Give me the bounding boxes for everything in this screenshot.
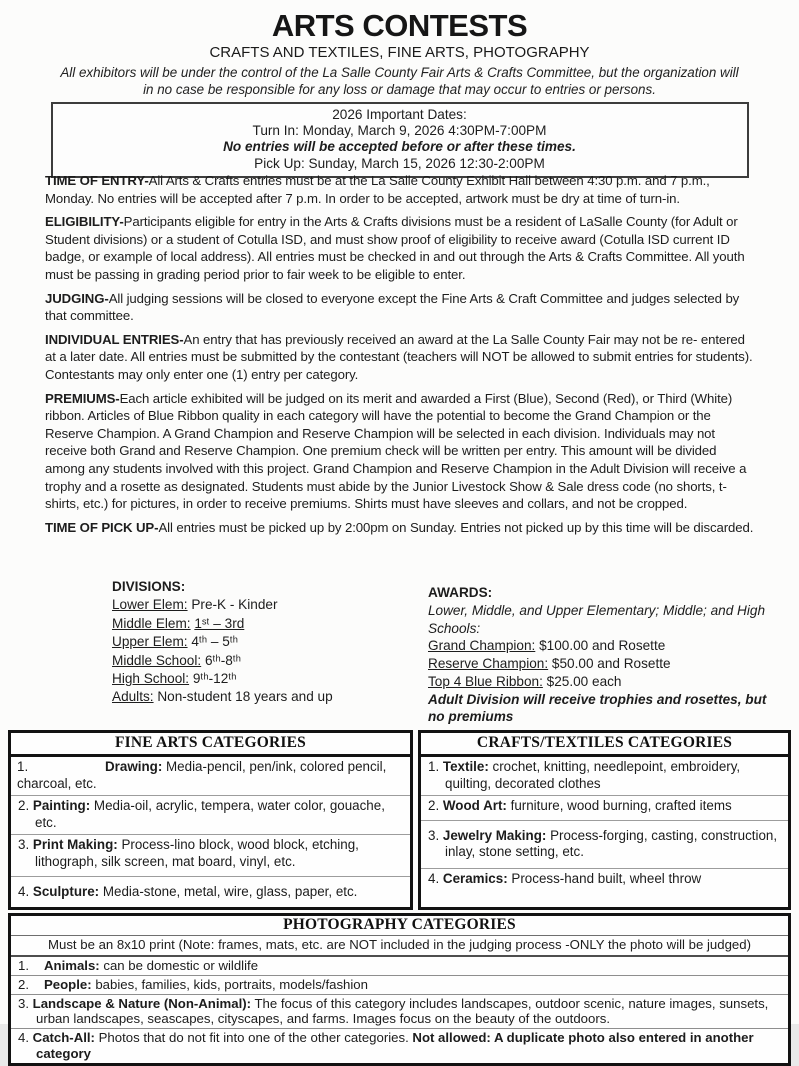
row-text: Photos that do not fit into one of the other categories. bbox=[98, 1030, 409, 1046]
division-value: 1ˢᵗ – 3rd bbox=[194, 615, 245, 631]
paragraph-text: All Arts & Crafts entries must be at the La Salle County Exhibit Hall between 4:30 p.m. and 7 p.m., Monday. No entries will be accepted after 7 p.m. In order to be accepted, artwork must be dry at time of turn-in. bbox=[45, 173, 710, 206]
division-label: Middle School: bbox=[112, 652, 202, 668]
paragraph-text: Participants eligible for entry in the Arts & Crafts divisions must be a resident of LaSalle County (for Adult or Student divisions) or a student of Cotulla ISD, and must show proof of eligibility to receive award (Cotulla ISD current ID badge, or example of local address). All entries must be checked in and out through the Arts & Crafts Committee. All youth must be passing in grading period prior to fair week to be eligible to enter. bbox=[45, 214, 745, 282]
row-label: Jewelry Making: bbox=[442, 827, 547, 843]
paragraph-judging bbox=[45, 290, 757, 325]
paragraph-text: An entry that has previously received an award at the La Salle County Fair may not be re- entered at a later date. All entries must be submitted by the contestant (teachers will NOT be allowed to submit entries for students). Contestants may only enter one (1) entry per category. bbox=[45, 331, 753, 382]
no-entries-warning: No entries will be accepted before or after these times. bbox=[223, 139, 576, 155]
row-label: Animals: bbox=[44, 957, 100, 973]
table-row bbox=[11, 975, 788, 994]
row-text: Process-lino block, wood block, etching, lithograph, silk screen, mat board, vinyl, etc. bbox=[35, 837, 359, 869]
fine-arts-table bbox=[8, 730, 413, 910]
row-text: crochet, knitting, needlepoint, embroidery, quilting, decorated clothes bbox=[445, 759, 741, 791]
category-tables bbox=[8, 730, 791, 1066]
table-row bbox=[11, 994, 788, 1028]
photography-table-header: PHOTOGRAPHY CATEGORIES bbox=[11, 916, 788, 936]
division-item bbox=[112, 633, 417, 651]
row-label: Textile: bbox=[442, 759, 489, 774]
row-label: Sculpture: bbox=[32, 883, 100, 899]
division-item bbox=[112, 670, 417, 688]
row-number: 3. bbox=[428, 827, 440, 843]
crafts-textiles-table bbox=[418, 730, 791, 910]
award-value: $50.00 and Rosette bbox=[551, 656, 671, 672]
important-dates-box bbox=[51, 102, 749, 178]
row-text: furniture, wood burning, crafted items bbox=[510, 798, 732, 814]
row-text: Process-forging, casting, construction, inlay, stone setting, etc. bbox=[445, 827, 778, 860]
rules-paragraphs bbox=[45, 172, 757, 574]
row-text: The focus of this category includes landscapes, outdoor scenic, nature images, sunsets, urban landscapes, seascapes, cityscapes, and farms. Images focus on the beauty of the outdoors. bbox=[36, 995, 769, 1027]
division-label: Lower Elem: bbox=[112, 597, 188, 613]
row-label: Painting: bbox=[32, 798, 91, 814]
award-label: Reserve Champion: bbox=[428, 656, 549, 672]
row-label: Wood Art: bbox=[442, 798, 507, 814]
award-item bbox=[428, 655, 773, 673]
division-label: High School: bbox=[112, 671, 190, 687]
row-number: 4. bbox=[18, 883, 30, 899]
row-text: Media-stone, metal, wire, glass, paper, etc. bbox=[102, 883, 358, 899]
table-row bbox=[11, 1028, 788, 1062]
division-item bbox=[112, 615, 417, 633]
division-label: Adults: bbox=[112, 689, 154, 705]
division-item bbox=[112, 596, 417, 614]
awards-section bbox=[428, 584, 773, 726]
row-label: Drawing: bbox=[105, 759, 163, 774]
awards-adult-note: Adult Division will receive trophies and rosettes, but no premiums bbox=[428, 691, 767, 725]
table-row bbox=[11, 834, 410, 875]
award-label: Top 4 Blue Ribbon: bbox=[428, 673, 543, 689]
row-text: babies, families, kids, portraits, models/fashion bbox=[95, 976, 368, 992]
fine-arts-table-header: FINE ARTS CATEGORIES bbox=[11, 733, 410, 757]
awards-intro: Lower, Middle, and Upper Elementary; Middle; and High Schools: bbox=[428, 602, 766, 636]
divisions-heading: DIVISIONS: bbox=[112, 579, 186, 594]
divisions-section bbox=[112, 578, 417, 707]
table-row bbox=[11, 757, 410, 795]
paragraph-time-of-entry bbox=[45, 172, 757, 207]
page-subtitle: CRAFTS AND TEXTILES, FINE ARTS, PHOTOGRAPHY bbox=[209, 44, 590, 61]
paragraph-text: All judging sessions will be closed to everyone except the Fine Arts & Craft Committee and judges selected by that committee. bbox=[45, 290, 740, 324]
row-number: 2. bbox=[428, 798, 440, 814]
dates-heading: 2026 Important Dates: bbox=[332, 107, 467, 122]
division-value: 4ᵗʰ – 5ᵗʰ bbox=[191, 634, 238, 650]
paragraph-text: Each article exhibited will be judged on its merit and awarded a First (Blue), Second (Red), or Third (White) ribbon. Articles of Blue Ribbon quality in each category will have the potential to become the Grand Champion or the Reserve Champion. A Grand Champion and Reserve Champion will be selected in each division. Individuals may not receive both Grand and Reserve Champion. One premium check will be written per entry. This amount will be divided among any students involved with this project. Grand Champion and Reserve Champion in the Adult Division will receive a trophy and a rosette as designated. Students must abide by the Junior Livestock Show & Sale dress code (no shorts, t-shirts, etc.) for pictures, in order to receive premiums. Shirts must have sleeves and collars, and not be cropped. bbox=[45, 390, 747, 512]
row-label: Print Making: bbox=[32, 837, 118, 853]
row-text: Media-pencil, pen/ink, colored pencil, charcoal, etc. bbox=[17, 759, 387, 791]
award-value: $25.00 each bbox=[546, 673, 622, 689]
division-value: 6ᵗʰ-8ᵗʰ bbox=[204, 652, 241, 668]
division-item bbox=[112, 688, 417, 706]
table-row bbox=[421, 820, 788, 868]
table-row bbox=[421, 868, 788, 891]
table-row bbox=[421, 757, 788, 795]
photography-table bbox=[8, 913, 791, 1066]
award-value: $100.00 and Rosette bbox=[539, 638, 666, 654]
paragraph-label: TIME OF ENTRY- bbox=[45, 173, 149, 188]
paragraph-label: TIME OF PICK UP- bbox=[45, 519, 159, 535]
crafts-table-header: CRAFTS/TEXTILES CATEGORIES bbox=[421, 733, 788, 757]
row-number: 1. bbox=[17, 759, 29, 774]
table-row bbox=[11, 876, 410, 908]
photography-note: Must be an 8x10 print (Note: frames, mats, etc. are NOT included in the judging process -ONLY the photo will be judged) bbox=[11, 936, 788, 956]
row-text: can be domestic or wildlife bbox=[103, 957, 259, 973]
row-text: Process-hand built, wheel throw bbox=[511, 870, 702, 886]
row-label: Catch-All: bbox=[32, 1030, 95, 1046]
division-label: Upper Elem: bbox=[112, 634, 188, 650]
paragraph-premiums bbox=[45, 390, 757, 513]
table-row bbox=[11, 795, 410, 834]
row-text: Media-oil, acrylic, tempera, water color, gouache, etc. bbox=[35, 798, 385, 830]
division-value: 9ᵗʰ-12ᵗʰ bbox=[192, 671, 237, 687]
row-label: People: bbox=[44, 976, 92, 992]
pick-up-line: Pick Up: Sunday, March 15, 2026 12:30-2:00PM bbox=[254, 155, 545, 171]
row-number: 2. bbox=[18, 976, 29, 992]
paragraph-time-of-pick-up bbox=[45, 519, 757, 537]
row-number: 3. bbox=[18, 995, 29, 1011]
awards-heading: AWARDS: bbox=[428, 585, 493, 600]
paragraph-label: INDIVIDUAL ENTRIES- bbox=[45, 331, 184, 347]
row-number: 4. bbox=[428, 870, 440, 886]
division-item bbox=[112, 652, 417, 670]
row-number: 3. bbox=[18, 837, 30, 853]
row-number: 2. bbox=[18, 798, 30, 814]
row-number: 1. bbox=[18, 957, 29, 973]
paragraph-label: JUDGING- bbox=[45, 290, 109, 306]
row-label: Ceramics: bbox=[442, 870, 508, 886]
row-label: Landscape & Nature (Non-Animal): bbox=[32, 995, 252, 1011]
turn-in-line: Turn In: Monday, March 9, 2026 4:30PM-7:00PM bbox=[252, 123, 547, 139]
award-label: Grand Champion: bbox=[428, 638, 536, 654]
award-item bbox=[428, 637, 773, 655]
table-row bbox=[421, 795, 788, 820]
disclaimer-text: All exhibitors will be under the control of the La Salle County Fair Arts & Crafts Committee, but the organization will in no case be responsible for any loss or damage that may occur to entries or persons. bbox=[60, 65, 739, 97]
paragraph-individual-entries bbox=[45, 331, 757, 384]
paragraph-label: ELIGIBILITY- bbox=[45, 214, 124, 230]
table-row bbox=[11, 957, 788, 975]
paragraph-eligibility bbox=[45, 213, 757, 283]
division-value: Non-student 18 years and up bbox=[157, 689, 333, 705]
page-title: ARTS CONTESTS bbox=[271, 8, 528, 43]
row-number: 4. bbox=[18, 1030, 29, 1046]
paragraph-text: All entries must be picked up by 2:00pm on Sunday. Entries not picked up by this time will be discarded. bbox=[158, 519, 754, 535]
paragraph-label: PREMIUMS- bbox=[45, 390, 120, 406]
row-number: 1. bbox=[428, 759, 440, 774]
division-value: Pre-K - Kinder bbox=[191, 597, 278, 613]
row-bold-note: Not allowed: A duplicate photo also entered in another category bbox=[36, 1030, 754, 1061]
award-item bbox=[428, 673, 773, 691]
division-label: Middle Elem: bbox=[112, 615, 191, 631]
